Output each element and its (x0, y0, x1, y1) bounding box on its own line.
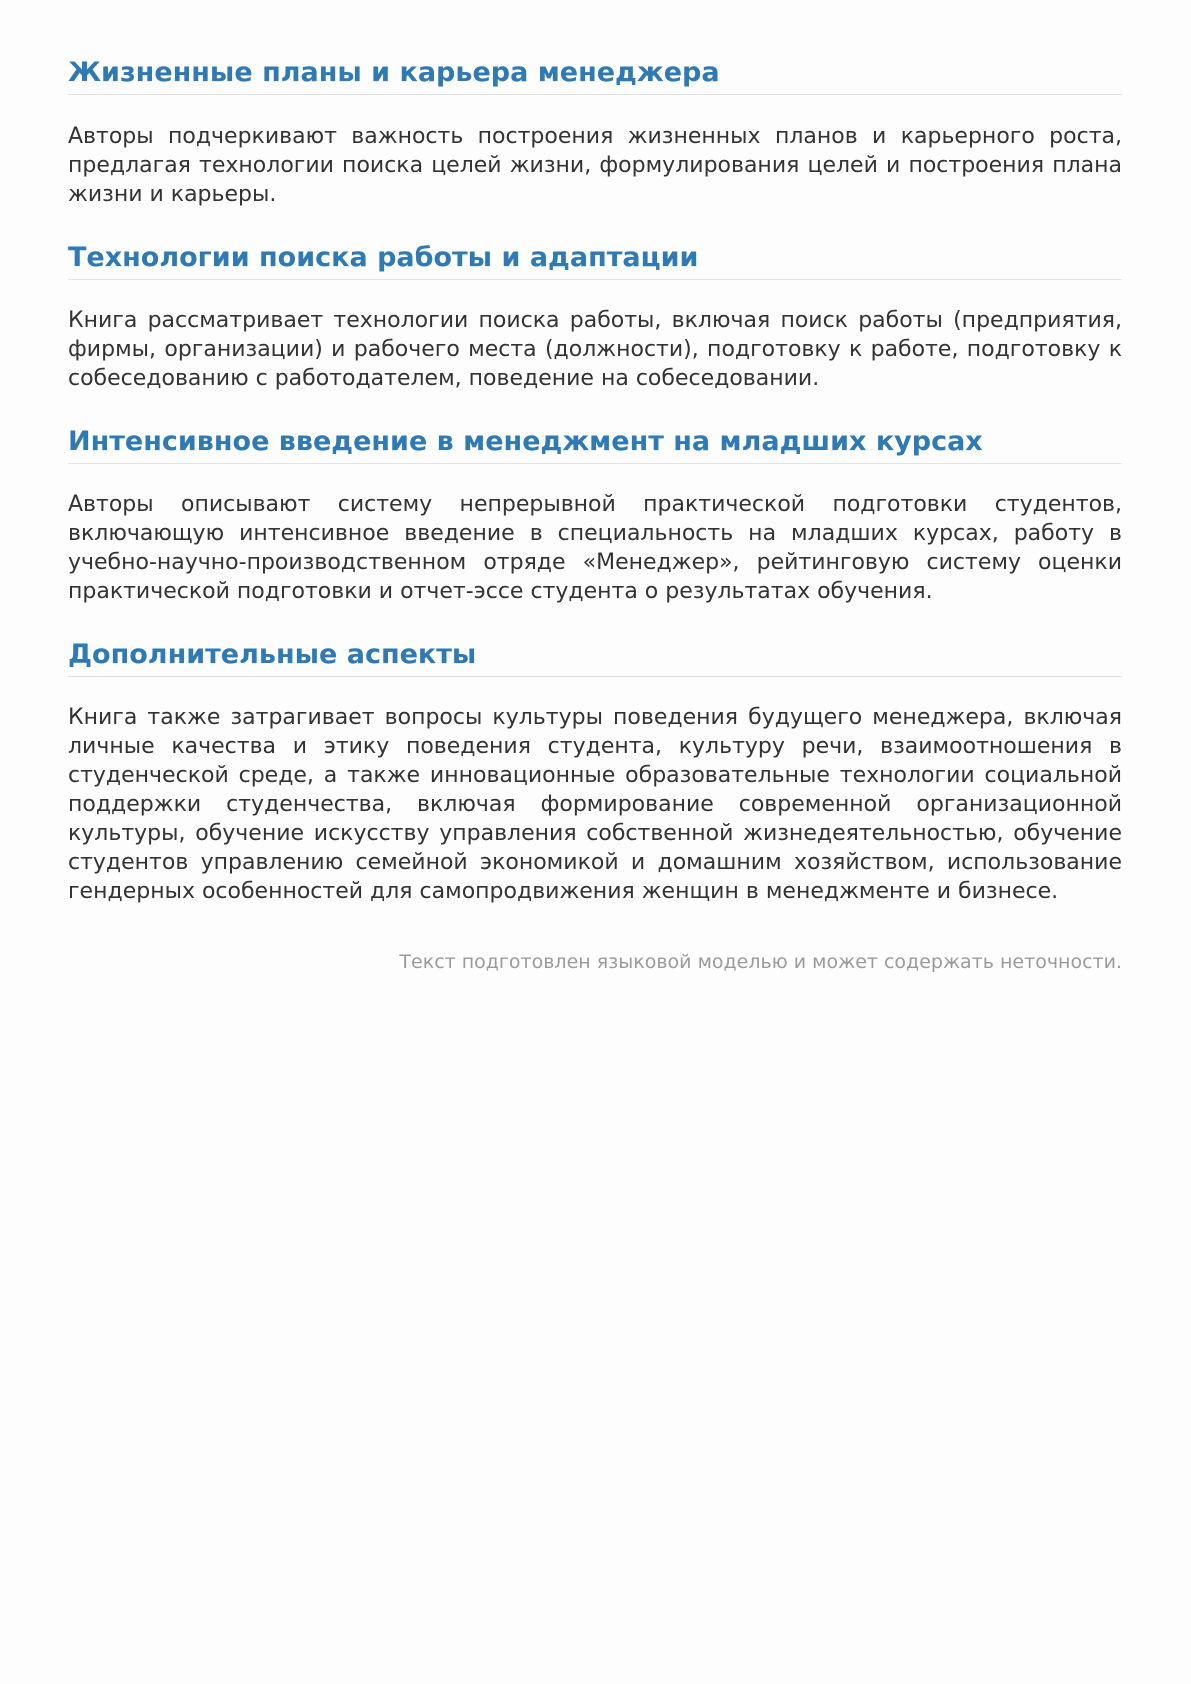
section-heading: Жизненные планы и карьера менеджера (68, 56, 1122, 95)
section-additional-aspects (68, 638, 1122, 906)
section-heading: Интенсивное введение в менеджмент на младших курсах (68, 425, 1122, 464)
section-paragraph: Книга также затрагивает вопросы культуры поведения будущего менеджера, включая личные качества и этику поведения студента, культуру речи, взаимоотношения в студенческой среде, а также инновационные образовательные технологии социальной поддержки студенчества, включая формирование современной организационной культуры, обучение искусству управления собственной жизнедеятельностью, обучение студентов управлению семейной экономикой и домашним хозяйством, использование гендерных особенностей для самопродвижения женщин в менеджменте и бизнесе. (68, 705, 1122, 904)
section-paragraph: Авторы описывают систему непрерывной практической подготовки студентов, включающую интенсивное введение в специальность на младших курсах, работу в учебно-научно-производственном отряде «Менеджер», рейтинговую систему оценки практической подготовки и отчет-эссе студента о результатах обучения. (68, 492, 1122, 604)
section-life-plans (68, 56, 1122, 209)
ai-disclaimer-note: Текст подготовлен языковой моделью и может содержать неточности. (399, 951, 1122, 973)
section-heading: Технологии поиска работы и адаптации (68, 241, 1122, 280)
section-intensive-intro (68, 425, 1122, 606)
document-page (68, 56, 1122, 974)
section-paragraph: Авторы подчеркивают важность построения жизненных планов и карьерного роста, предлагая технологии поиска целей жизни, формулирования целей и построения плана жизни и карьеры. (68, 124, 1122, 207)
section-paragraph: Книга рассматривает технологии поиска работы, включая поиск работы (предприятия, фирмы, организации) и рабочего места (должности), подготовку к работе, подготовку к собеседованию с работодателем, поведение на собеседовании. (68, 308, 1122, 391)
section-heading: Дополнительные аспекты (68, 638, 1122, 677)
section-job-search (68, 241, 1122, 393)
